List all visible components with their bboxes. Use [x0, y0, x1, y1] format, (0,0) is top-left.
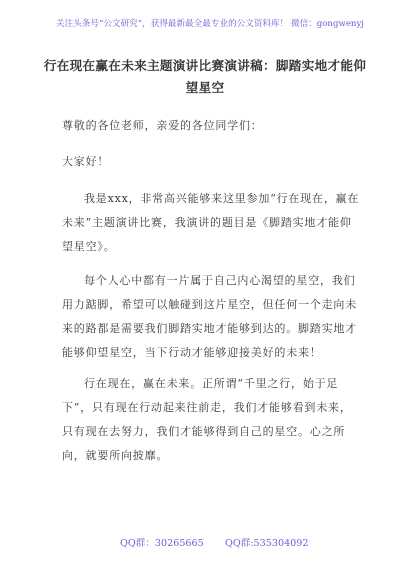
header-promo-banner: 关注头条号“公文研究”，获得最新最全最专业的公文资料库！ 微信：gongwenyj — [56, 19, 364, 29]
footer — [0, 536, 408, 552]
paragraph-3: 行在现在，赢在未来。正所谓“千里之行，始于足下”，只有现在行动起来往前走，我们才能够看到未来，只有现在去努力，我们才能够得到自己的星空。心之所向，就要所向披靡。 — [62, 377, 352, 462]
footer-qq-group-1: QQ群：30265665 — [120, 538, 204, 549]
paragraph-1: 我是xxx，非常高兴能够来这里参加“行在现在，赢在未来”主题演讲比赛，我演讲的题目是《脚踏实地才能仰望星空》。 — [62, 192, 360, 253]
footer-qq-group-2: QQ群:535304092 — [225, 538, 309, 549]
salutation: 尊敬的各位老师，亲爱的各位同学们： — [62, 119, 263, 132]
greeting: 大家好！ — [62, 155, 110, 168]
document-title: 行在现在赢在未来主题演讲比赛演讲稿：脚踏实地才能仰望星空 — [43, 58, 367, 95]
paragraph-2: 每个人心中都有一片属于自己内心渴望的星空，我们用力踮脚，希望可以触碰到这片星空，但任何一个走向未来的路都是需要我们脚踏实地才能够到达的。脚踏实地才能够仰望星空，当下行动才能够迎接美好的未来！ — [62, 274, 357, 359]
